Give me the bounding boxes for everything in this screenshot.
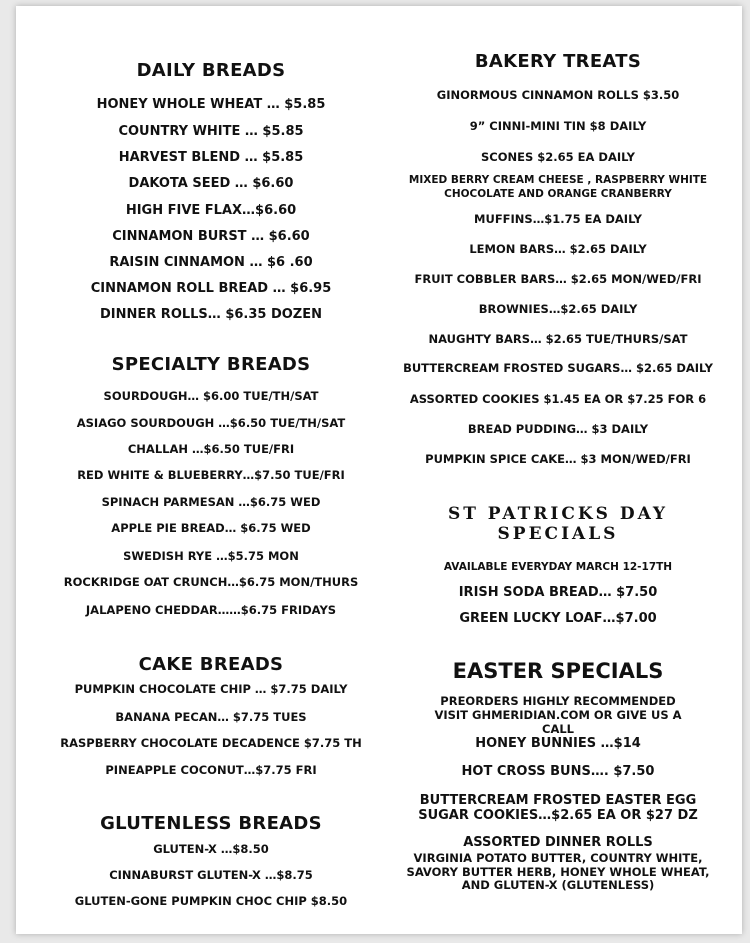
- menu-item: RASPBERRY CHOCOLATE DECADENCE $7.75 TH: [60, 736, 362, 750]
- menu-item: HONEY WHOLE WHEAT … $5.85: [96, 97, 326, 112]
- menu-item: ASIAGO SOURDOUGH …$6.50 TUE/TH/SAT: [76, 416, 346, 430]
- cake-breads-heading: CAKE BREADS: [138, 654, 284, 675]
- menu-item: HONEY BUNNIES …$14: [475, 736, 641, 751]
- menu-item: ASSORTED COOKIES $1.45 EA OR $7.25 FOR 6: [409, 392, 707, 406]
- menu-item: CINNAMON ROLL BREAD … $6.95: [90, 281, 332, 296]
- menu-item-note: VIRGINIA POTATO BUTTER, COUNTRY WHITE, SAVORY BUTTER HERB, HONEY WHOLE WHEAT, AND GLUTEN-X (GLUTENLESS): [406, 851, 710, 892]
- menu-item: DAKOTA SEED … $6.60: [128, 176, 294, 191]
- menu-item: BREAD PUDDING… $3 DAILY: [467, 422, 649, 436]
- menu-item: ASSORTED DINNER ROLLS: [463, 835, 653, 850]
- menu-item: CINNABURST GLUTEN-X …$8.75: [109, 868, 313, 882]
- menu-item-note: PREORDERS HIGHLY RECOMMENDED VISIT GHMERIDIAN.COM OR GIVE US A CALL: [434, 694, 682, 736]
- menu-item: SCONES $2.65 EA DAILY: [481, 150, 635, 164]
- menu-item: HOT CROSS BUNS…. $7.50: [461, 764, 655, 779]
- menu-item: 9” CINNI-MINI TIN $8 DAILY: [469, 119, 647, 133]
- menu-item: JALAPENO CHEDDAR……$6.75 FRIDAYS: [85, 603, 337, 617]
- menu-item: SPINACH PARMESAN …$6.75 WED: [101, 495, 321, 509]
- menu-item: PUMPKIN SPICE CAKE… $3 MON/WED/FRI: [425, 452, 691, 466]
- menu-item: GLUTEN-GONE PUMPKIN CHOC CHIP $8.50: [74, 894, 348, 908]
- menu-item: DINNER ROLLS… $6.35 DOZEN: [100, 307, 322, 322]
- menu-sheet: [16, 6, 742, 934]
- menu-item: CHALLAH …$6.50 TUE/FRI: [127, 442, 295, 456]
- menu-item: GLUTEN-X …$8.50: [153, 842, 269, 856]
- menu-item: HIGH FIVE FLAX…$6.60: [125, 203, 297, 218]
- menu-item: BROWNIES…$2.65 DAILY: [478, 302, 638, 316]
- menu-item: BUTTERCREAM FROSTED SUGARS… $2.65 DAILY: [403, 361, 713, 375]
- menu-item: BANANA PECAN… $7.75 TUES: [115, 710, 307, 724]
- menu-item: RED WHITE & BLUEBERRY…$7.50 TUE/FRI: [77, 468, 345, 482]
- menu-item: GINORMOUS CINNAMON ROLLS $3.50: [436, 88, 680, 102]
- menu-item: ROCKRIDGE OAT CRUNCH…$6.75 MON/THURS: [63, 575, 359, 589]
- menu-item-note: MIXED BERRY CREAM CHEESE , RASPBERRY WHITE CHOCOLATE AND ORANGE CRANBERRY: [408, 174, 708, 200]
- menu-item: MUFFINS…$1.75 EA DAILY: [474, 212, 642, 226]
- menu-item: RAISIN CINNAMON … $6 .60: [109, 255, 313, 270]
- specialty-breads-heading: SPECIALTY BREADS: [111, 354, 311, 375]
- st-patricks-heading: ST PATRICKS DAY SPECIALS: [447, 504, 669, 544]
- menu-item: PINEAPPLE COCONUT…$7.75 FRI: [105, 763, 317, 777]
- menu-item: BUTTERCREAM FROSTED EASTER EGG SUGAR COOKIES…$2.65 EA OR $27 DZ: [418, 793, 698, 823]
- menu-item: CINNAMON BURST … $6.60: [112, 229, 310, 244]
- glutenless-breads-heading: GLUTENLESS BREADS: [100, 813, 322, 834]
- menu-item: NAUGHTY BARS… $2.65 TUE/THURS/SAT: [428, 332, 688, 346]
- menu-item: SOURDOUGH… $6.00 TUE/TH/SAT: [103, 389, 319, 403]
- menu-item-note: AVAILABLE EVERYDAY MARCH 12-17TH: [443, 561, 673, 573]
- menu-item: GREEN LUCKY LOAF…$7.00: [459, 611, 657, 626]
- menu-item: PUMPKIN CHOCOLATE CHIP … $7.75 DAILY: [74, 682, 348, 696]
- menu-item: APPLE PIE BREAD… $6.75 WED: [111, 521, 311, 535]
- menu-item: SWEDISH RYE …$5.75 MON: [123, 549, 299, 563]
- easter-specials-heading: EASTER SPECIALS: [452, 659, 664, 683]
- menu-item: LEMON BARS… $2.65 DAILY: [469, 242, 647, 256]
- menu-item: IRISH SODA BREAD… $7.50: [458, 585, 658, 600]
- bakery-treats-heading: BAKERY TREATS: [474, 51, 642, 72]
- menu-item: HARVEST BLEND … $5.85: [118, 150, 304, 165]
- menu-item: COUNTRY WHITE … $5.85: [118, 124, 304, 139]
- daily-breads-heading: DAILY BREADS: [136, 60, 286, 81]
- menu-item: FRUIT COBBLER BARS… $2.65 MON/WED/FRI: [414, 272, 702, 286]
